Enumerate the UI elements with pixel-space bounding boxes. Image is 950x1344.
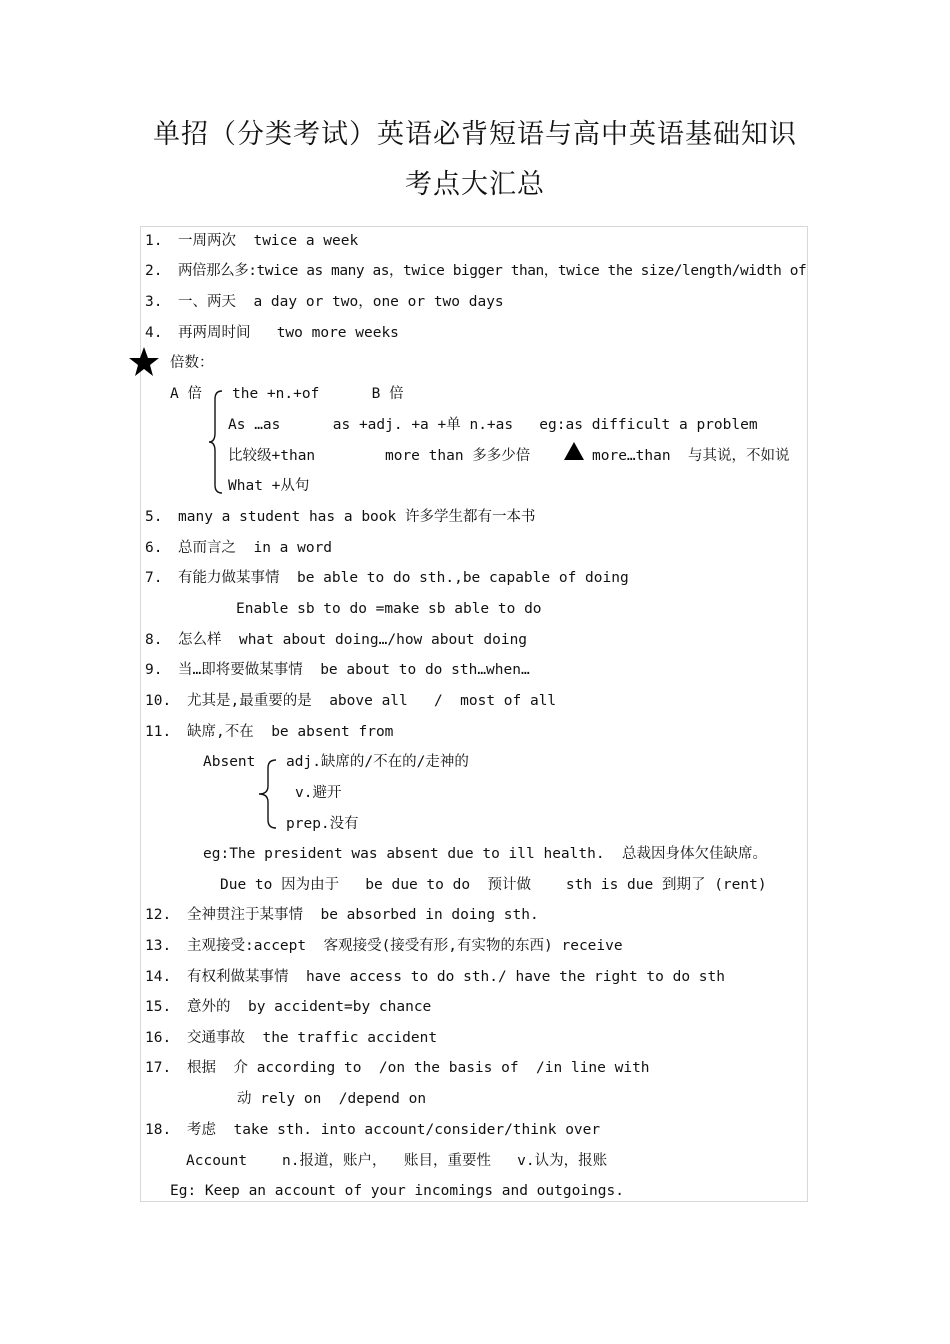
item-number: 14. (145, 969, 172, 985)
example-sentence: Eg: Keep an account of your incomings and outgoings. (170, 1183, 624, 1199)
multiple-heading: 倍数： (170, 355, 214, 371)
item-text: 总而言之 in a word (178, 540, 333, 556)
multiple-note: more…than 与其说，不如说 (592, 448, 790, 464)
item-number: 13. (145, 938, 172, 954)
multiple-pattern: As …as as +adj. +a +单 n.+as eg:as difficult a problem (228, 417, 758, 433)
absent-meaning: v.避开 (295, 785, 342, 801)
multiple-pattern: 比较级+than more than 多多少倍 (228, 448, 531, 464)
item-number: 9. (145, 662, 163, 678)
black-triangle-icon (563, 441, 585, 461)
item-number: 2. (145, 263, 163, 279)
item-text: 根据 介 according to /on the basis of /in line with (187, 1060, 650, 1076)
item-number: 15. (145, 999, 172, 1015)
item-text: 两倍那么多:twice as many as，twice bigger than，twice the size/length/width of (178, 263, 807, 279)
item-subtext: 动 rely on /depend on (237, 1091, 427, 1107)
item-number: 18. (145, 1122, 172, 1138)
example-sentence: eg:The president was absent due to ill health. 总裁因身体欠佳缺席。 (203, 846, 768, 862)
item-subtext: Account n.报道，账户， 账目，重要性 v.认为，报账 (186, 1153, 608, 1169)
item-text: 全神贯注于某事情 be absorbed in doing sth. (187, 907, 539, 923)
brace-icon (206, 389, 226, 495)
page-subtitle: 考点大汇总 (405, 169, 545, 200)
item-text: 当…即将要做某事情 be about to do sth…when… (178, 662, 530, 678)
multiple-pattern: the +n.+of B 倍 (232, 386, 404, 402)
item-number: 10. (145, 693, 172, 709)
item-number: 16. (145, 1030, 172, 1046)
absent-meaning: adj.缺席的/不在的/走神的 (286, 754, 469, 770)
item-number: 5. (145, 509, 163, 525)
item-subtext: Enable sb to do =make sb able to do (236, 601, 542, 617)
page-title: 单招（分类考试）英语必背短语与高中英语基础知识 (153, 119, 797, 150)
item-text: 再两周时间 two more weeks (178, 325, 399, 341)
absent-meaning: prep.没有 (286, 816, 359, 832)
brace-icon (256, 758, 278, 830)
item-text: 一、两天 a day or two，one or two days (178, 294, 504, 310)
item-text: 考虑 take sth. into account/consider/think over (187, 1122, 601, 1138)
item-number: 12. (145, 907, 172, 923)
item-number: 17. (145, 1060, 172, 1076)
item-number: 8. (145, 632, 163, 648)
item-number: 1. (145, 233, 163, 249)
absent-word: Absent (203, 754, 256, 770)
item-text: many a student has a book 许多学生都有一本书 (178, 509, 536, 525)
item-text: 有能力做某事情 be able to do sth.,be capable of doing (178, 570, 629, 586)
multiple-pattern: What +从句 (228, 478, 310, 494)
item-number: 4. (145, 325, 163, 341)
black-star-icon (128, 346, 160, 378)
item-text: 缺席,不在 be absent from (187, 724, 394, 740)
item-text: 一周两次 twice a week (178, 233, 359, 249)
content-box (140, 226, 808, 1202)
item-text: 怎么样 what about doing…/how about doing (178, 632, 528, 648)
a-times-label: A 倍 (170, 386, 202, 402)
item-text: 主观接受:accept 客观接受(接受有形,有实物的东西) receive (187, 938, 623, 954)
item-text: 尤其是,最重要的是 above all / most of all (187, 693, 557, 709)
item-number: 7. (145, 570, 163, 586)
item-text: 意外的 by accident=by chance (187, 999, 432, 1015)
item-number: 6. (145, 540, 163, 556)
item-subtext: Due to 因为由于 be due to do 预计做 sth is due 到期了 (rent) (220, 877, 767, 893)
item-text: 交通事故 the traffic accident (187, 1030, 438, 1046)
item-number: 3. (145, 294, 163, 310)
item-text: 有权利做某事情 have access to do sth./ have the right to do sth (187, 969, 725, 985)
item-number: 11. (145, 724, 172, 740)
